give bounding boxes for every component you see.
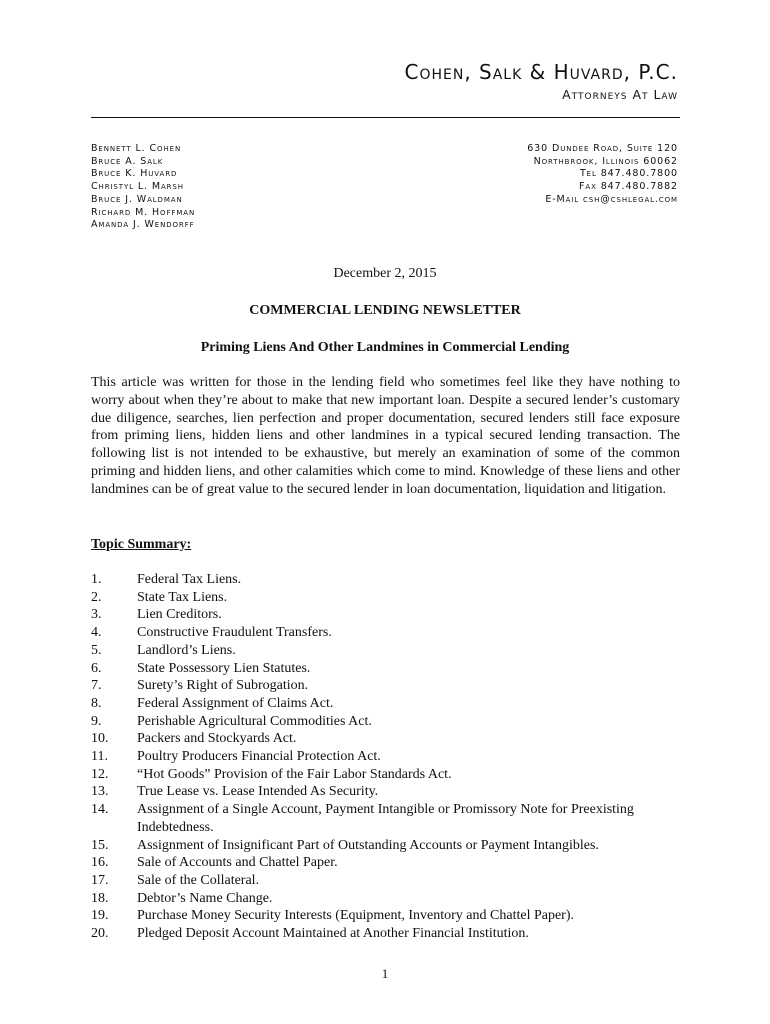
intro-paragraph: This article was written for those in the lending field who sometimes feel like they have nothing to worry about when they’re about to make that new important loan. Despite a secured lender’s customary due diligence, searches, lien perfection and proper documentation, secured lenders still face exposure from priming liens, hidden liens and other landmines in a typical secured lending transaction. The following list is not intended to be exhaustive, but merely an examination of some of the common priming and hidden liens, and other calamities which come to mind. Knowledge of these liens and other landmines can be of great value to the secured lender in loan documentation, liquidation and litigation. <box>91 375 680 497</box>
address-fax: Fax 847.480.7882 <box>579 181 678 193</box>
topic-text: Poultry Producers Financial Protection Act. <box>137 749 381 765</box>
topic-text: Purchase Money Security Interests (Equipment, Inventory and Chattel Paper). <box>137 908 574 924</box>
topic-text: Pledged Deposit Account Maintained at Another Financial Institution. <box>137 926 529 942</box>
partner-list <box>91 143 195 232</box>
topic-number: 9. <box>91 713 102 729</box>
topic-text: Federal Tax Liens. <box>137 572 242 587</box>
topic-item <box>91 606 691 624</box>
topic-number: 6. <box>91 660 102 676</box>
topic-text: Sale of the Collateral. <box>137 872 260 888</box>
topic-item <box>91 571 691 589</box>
partner-name: Amanda J. Wendorff <box>91 219 195 231</box>
topic-item <box>91 589 691 607</box>
topic-item <box>91 766 691 784</box>
partner-name: Bruce J. Waldman <box>91 193 183 205</box>
page-number: 1 <box>381 966 389 981</box>
topic-item <box>91 872 691 890</box>
partner-name: Bennett L. Cohen <box>91 143 182 154</box>
topic-number: 13. <box>91 784 109 800</box>
partner-name: Bruce K. Huvard <box>91 168 178 180</box>
newsletter-title: COMMERCIAL LENDING NEWSLETTER <box>249 303 521 318</box>
topic-text: True Lease vs. Lease Intended As Security. <box>137 784 379 800</box>
firm-tagline: Attorneys At Law <box>562 87 678 102</box>
topic-number: 15. <box>91 837 109 853</box>
topic-text: Surety’s Right of Subrogation. <box>137 678 309 694</box>
topic-text: Perishable Agricultural Commodities Act. <box>137 713 372 729</box>
firm-address <box>527 143 678 207</box>
topic-item <box>91 925 691 943</box>
topic-text: Packers and Stockyards Act. <box>137 731 297 747</box>
topic-text: Landlord’s Liens. <box>137 642 236 658</box>
topic-text: Sale of Accounts and Chattel Paper. <box>137 855 338 871</box>
topic-number: 7. <box>91 678 102 694</box>
topic-list <box>91 571 691 943</box>
topic-item <box>91 783 691 801</box>
topic-number: 19. <box>91 908 109 924</box>
topic-item <box>91 642 691 660</box>
topic-number: 1. <box>91 572 102 587</box>
topic-text: Federal Assignment of Claims Act. <box>137 695 334 711</box>
topic-number: 18. <box>91 890 109 906</box>
topic-item <box>91 837 691 855</box>
address-street: 630 Dundee Road, Suite 120 <box>527 143 678 154</box>
topic-item <box>91 890 691 908</box>
address-email: E-Mail csh@cshlegal.com <box>545 193 678 205</box>
topic-item <box>91 801 691 836</box>
topic-text: “Hot Goods” Provision of the Fair Labor Standards Act. <box>137 766 452 782</box>
topic-item <box>91 730 691 748</box>
topic-text: Debtor’s Name Change. <box>137 890 273 906</box>
topic-text: Assignment of Insignificant Part of Outstanding Accounts or Payment Intangibles. <box>137 837 599 853</box>
partner-name: Christyl L. Marsh <box>91 181 184 193</box>
topic-item <box>91 907 691 925</box>
topic-item <box>91 624 691 642</box>
topic-number: 4. <box>91 625 102 641</box>
partner-name: Richard M. Hoffman <box>91 206 196 218</box>
topic-number: 10. <box>91 731 109 747</box>
topic-text: State Tax Liens. <box>137 589 228 605</box>
letterhead-divider <box>91 117 680 118</box>
article-title: Priming Liens And Other Landmines in Commercial Lending <box>200 340 570 355</box>
topic-item <box>91 660 691 678</box>
firm-name: Cohen, Salk & Huvard, P.C. <box>404 60 678 84</box>
topic-number: 12. <box>91 766 109 782</box>
partner-name: Bruce A. Salk <box>91 155 164 167</box>
topic-text: Constructive Fraudulent Transfers. <box>137 625 332 641</box>
topic-item <box>91 713 691 731</box>
topic-number: 17. <box>91 872 109 888</box>
topic-number: 11. <box>91 749 108 765</box>
topic-number: 5. <box>91 642 102 658</box>
document-date: December 2, 2015 <box>333 266 437 281</box>
topic-number: 8. <box>91 695 102 711</box>
topic-text: Lien Creditors. <box>137 607 222 623</box>
address-city: Northbrook, Illinois 60062 <box>533 155 678 167</box>
topic-number: 20. <box>91 926 109 942</box>
topic-number: 3. <box>91 607 102 623</box>
topic-text: Assignment of a Single Account, Payment Intangible or Promissory Note for Preexisting Indebtedness. <box>137 802 634 835</box>
topic-item <box>91 748 691 766</box>
address-phone: Tel 847.480.7800 <box>579 168 678 180</box>
topic-text: State Possessory Lien Statutes. <box>137 660 311 676</box>
topic-number: 16. <box>91 855 109 871</box>
topic-item <box>91 854 691 872</box>
topic-number: 2. <box>91 589 102 605</box>
topic-summary-heading: Topic Summary: <box>91 537 192 552</box>
topic-item <box>91 695 691 713</box>
topic-number: 14. <box>91 802 109 818</box>
topic-item <box>91 677 691 695</box>
